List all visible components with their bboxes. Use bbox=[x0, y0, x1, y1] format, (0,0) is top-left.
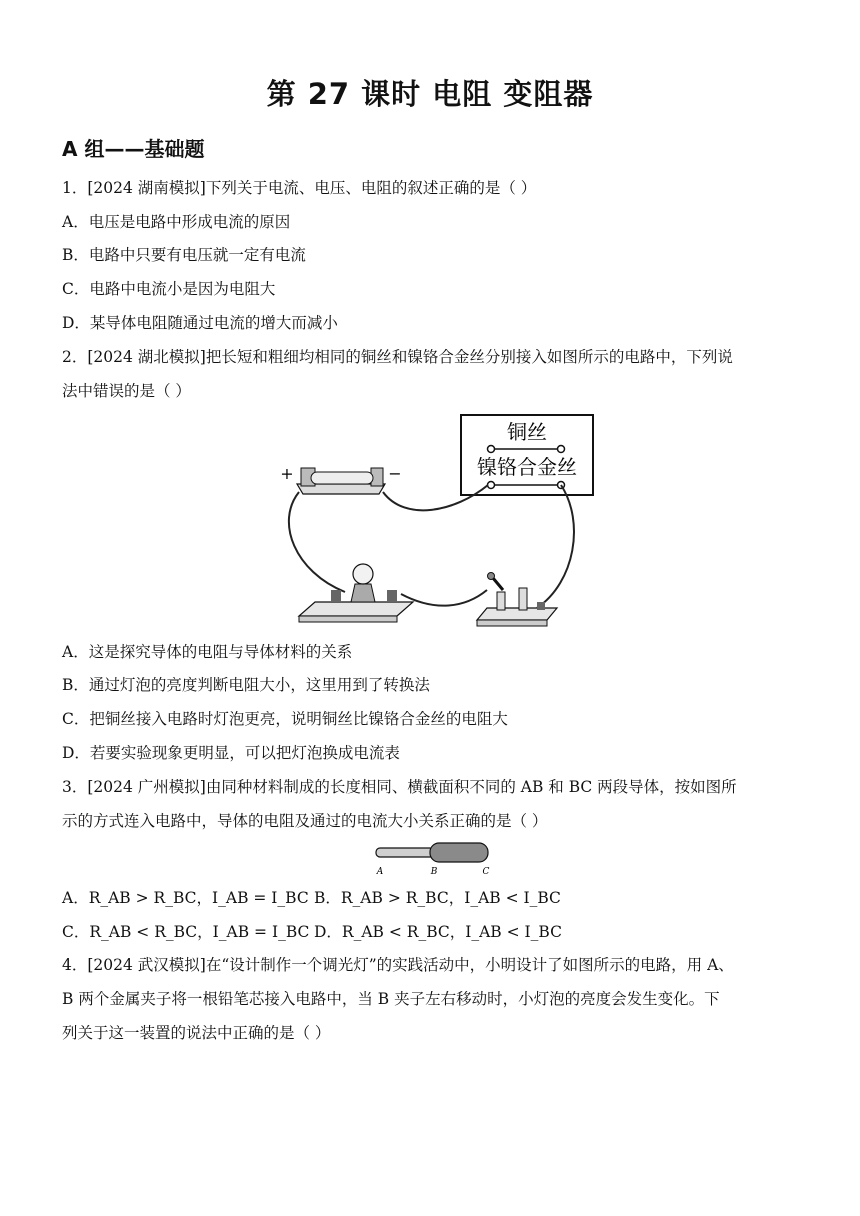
q1-option-b: B．电路中只要有电压就一定有电流 bbox=[62, 246, 306, 264]
nichrome-wire-label: 镍铬合金丝 bbox=[477, 455, 577, 479]
q1-stem: 1．[2024 湖南模拟]下列关于电流、电压、电阻的叙述正确的是（ ） bbox=[62, 179, 537, 197]
lamp-icon bbox=[299, 564, 413, 622]
q2-stem-line1: 2．[2024 湖北模拟]把长短和粗细均相同的铜丝和镍铬合金丝分别接入如图所示的电路中，下列说 bbox=[62, 348, 733, 366]
point-b-label: B bbox=[430, 867, 438, 877]
q2-stem-line2: 法中错误的是（ ） bbox=[62, 382, 191, 400]
q1-option-a: A．电压是电路中形成电流的原因 bbox=[62, 213, 291, 231]
q2-option-b: B．通过灯泡的亮度判断电阻大小，这里用到了转换法 bbox=[62, 676, 430, 694]
q1-option-c: C．电路中电流小是因为电阻大 bbox=[62, 280, 276, 298]
q1-option-d: D．某导体电阻随通过电流的增大而减小 bbox=[62, 314, 338, 332]
q4-stem-line1: 4．[2024 武汉模拟]在“设计制作一个调光灯”的实践活动中，小明设计了如图所示的电路，用 A、 bbox=[62, 956, 734, 974]
plus-sign: + bbox=[280, 464, 294, 483]
battery-icon bbox=[297, 468, 385, 494]
section-heading: A 组——基础题 bbox=[62, 137, 205, 161]
q3-option-d: D．R_AB < R_BC，I_AB < I_BC bbox=[314, 923, 562, 941]
page-title: 第 27 课时 电阻 变阻器 bbox=[266, 77, 594, 111]
copper-wire-label: 铜丝 bbox=[507, 420, 547, 444]
minus-sign: − bbox=[388, 464, 402, 483]
conductor-figure bbox=[372, 840, 496, 878]
switch-icon bbox=[477, 573, 557, 627]
q2-option-c: C．把铜丝接入电路时灯泡更亮，说明铜丝比镍铬合金丝的电阻大 bbox=[62, 710, 508, 728]
q3-option-c: C．R_AB < R_BC，I_AB = I_BC bbox=[62, 923, 310, 941]
q3-stem-line1: 3．[2024 广州模拟]由同种材料制成的长度相同、横截面积不同的 AB 和 BC 两段导体，按如图所 bbox=[62, 778, 737, 796]
q3-stem-line2: 示的方式连入电路中，导体的电阻及通过的电流大小关系正确的是（ ） bbox=[62, 812, 548, 830]
q4-stem-line2: B 两个金属夹子将一根铅笔芯接入电路中，当 B 夹子左右移动时，小灯泡的亮度会发生变化。下 bbox=[62, 990, 720, 1008]
point-c-label: C bbox=[482, 867, 490, 877]
q4-stem-line3: 列关于这一装置的说法中正确的是（ ） bbox=[62, 1024, 331, 1042]
circuit-figure bbox=[275, 412, 605, 634]
q2-option-d: D．若要实验现象更明显，可以把灯泡换成电流表 bbox=[62, 744, 400, 762]
q2-option-a: A．这是探究导体的电阻与导体材料的关系 bbox=[62, 643, 353, 661]
q3-option-b: B．R_AB > R_BC，I_AB < I_BC bbox=[314, 889, 561, 907]
point-a-label: A bbox=[376, 867, 384, 877]
q3-option-a: A．R_AB > R_BC，I_AB = I_BC bbox=[62, 889, 309, 907]
